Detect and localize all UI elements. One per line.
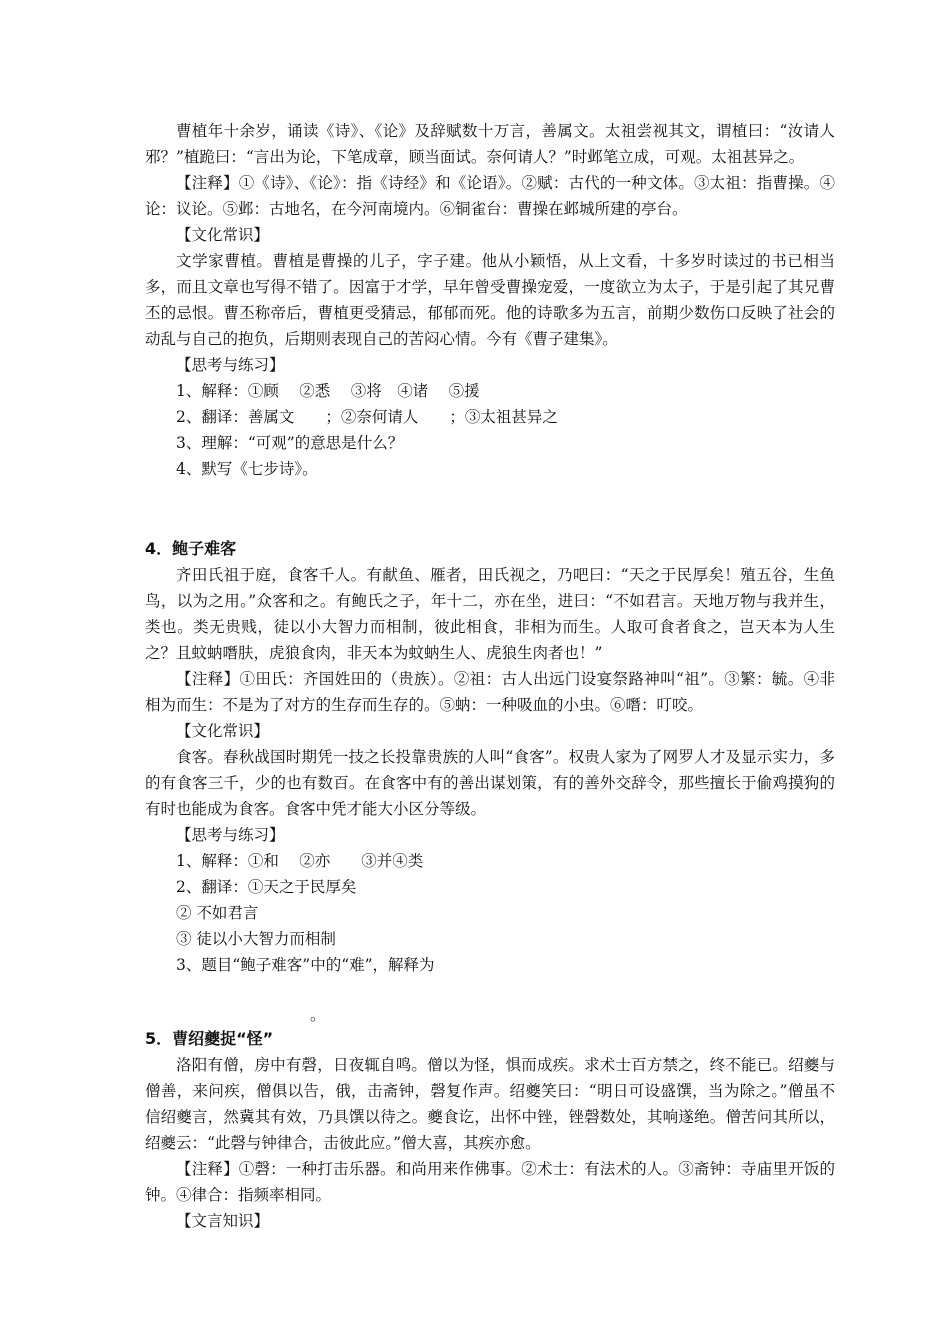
section4-exercise-5: 3、题目“鲍子难客”中的“难”，解释为 <box>176 956 435 974</box>
spacer <box>145 978 835 1004</box>
section3-exercise-4: 4、默写《七步诗》。 <box>176 460 318 478</box>
section4-exercise-title: 【思考与练习】 <box>176 826 285 844</box>
section4-culture-text: 食客。春秋战国时期凭一技之长投靠贵族的人叫“食客”。权贵人家为了网罗人才及显示实力，多的有食客三千，少的也有数百。在食客中有的善出谋划策，有的善外交辞令，那些擅长于偷鸡摸狗的有时也能成为食客。食客中凭才能大小区分等级。 <box>145 748 835 818</box>
section3-exercise-3: 3、理解：“可观”的意思是什么？ <box>176 434 404 452</box>
section4-exercise-2: 2、翻译：①天之于民厚矣 <box>176 878 357 896</box>
section4-answer-end: 。 <box>310 1006 326 1024</box>
section5-notes: 【注释】①磬：一种打击乐器。和尚用来作佛事。②术士：有法术的人。③斋钟：寺庙里开饭的钟。④律合：指频率相同。 <box>145 1160 835 1204</box>
section3-exercise-title: 【思考与练习】 <box>176 356 285 374</box>
section3-exercise-2: 2、翻译：善属文 ；②奈何请人 ；③太祖甚异之 <box>176 408 558 426</box>
section4-notes: 【注释】①田氏：齐国姓田的（贵族）。②祖：古人出远门设宴祭路神叫“祖”。③繁：毓。④非相为而生：不是为了对方的生存而生存的。⑤蚋：一种吸血的小虫。⑥噆：叮咬。 <box>145 670 835 714</box>
section3-culture-title: 【文化常识】 <box>176 226 270 244</box>
document-page <box>145 118 835 1234</box>
section5-knowledge-title: 【文言知识】 <box>176 1212 270 1230</box>
section4-culture-title: 【文化常识】 <box>176 722 270 740</box>
section4-exercise-1: 1、解释：①和 ②亦 ③并④类 <box>176 852 424 870</box>
section3-culture-text: 文学家曹植。曹植是曹操的儿子，字子建。他从小颖悟，从上文看，十多岁时读过的书已相当多，而且文章也写得不错了。因富于才学，早年曾受曹操宠爱，一度欲立为太子，于是引起了其兄曹丕的忌恨。曹丕称帝后，曹植更受猜忌，郁郁而死。他的诗歌多为五言，前期少数伤口反映了社会的动乱与自己的抱负，后期则表现自己的苦闷心情。今有《曹子建集》。 <box>145 252 835 348</box>
section3-notes: 【注释】①《诗》、《论》：指《诗经》和《论语》。②赋：古代的一种文体。③太祖：指曹操。④论：议论。⑤邺：古地名，在今河南境内。⑥铜雀台：曹操在邺城所建的亭台。 <box>145 174 835 218</box>
section5-title: 5．曹绍夔捉“怪” <box>145 1029 274 1048</box>
section4-text: 齐田氏祖于庭，食客千人。有献鱼、雁者，田氏视之，乃吧曰：“天之于民厚矣！殖五谷，生鱼鸟，以为之用。”众客和之。有鲍氏之子，年十二，亦在坐，进曰：“不如君言。天地万物与我并生，类也。类无贵贱，徒以小大智力而相制，彼此相食，非相为而生。人取可食者食之，岂天本为人生之？且蚊蚋噆肤，虎狼食肉，非天本为蚊蚋生人、虎狼生肉者也！” <box>145 566 835 662</box>
section4-exercise-3: ② 不如君言 <box>176 904 259 922</box>
section4-title: 4．鲍子难客 <box>145 539 237 558</box>
section3-text: 曹植年十余岁，诵读《诗》、《论》及辞赋数十万言，善属文。太祖尝视其文，谓植曰：“汝请人邪？”植跪曰：“言出为论，下笔成章，顾当面试。奈何请人？”时邺笔立成，可观。太祖甚异之。 <box>145 122 835 166</box>
section3-exercise-1: 1、解释：①顾 ②悉 ③将 ④诸 ⑤援 <box>176 382 480 400</box>
section4-exercise-4: ③ 徒以小大智力而相制 <box>176 930 336 948</box>
spacer <box>145 482 835 536</box>
section5-text: 洛阳有僧，房中有磬，日夜辄自鸣。僧以为怪，惧而成疾。求术士百方禁之，终不能已。绍夔与僧善，来问疾，僧俱以告，俄，击斋钟，磬复作声。绍夔笑曰：“明日可设盛馔，当为除之。”僧虽不信绍夔言，然冀其有效，乃具馔以待之。夔食讫，出怀中锉，锉磬数处，其响遂绝。僧苦问其所以，绍夔云：“此磬与钟律合，击彼此应。”僧大喜，其疾亦愈。 <box>145 1056 835 1152</box>
